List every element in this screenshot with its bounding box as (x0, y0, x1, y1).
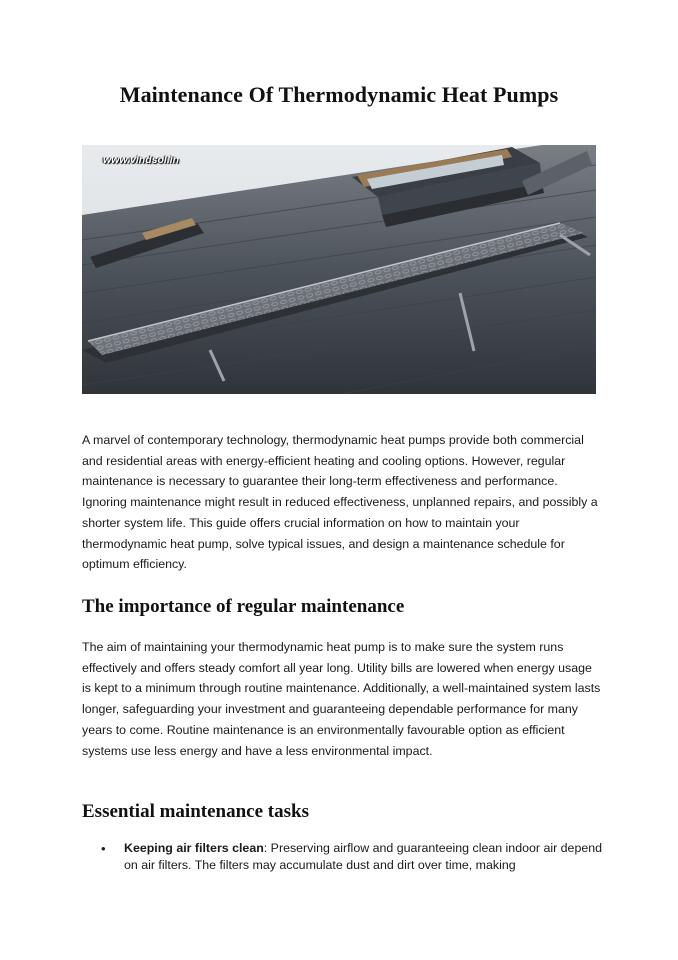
page-title: Maintenance Of Thermodynamic Heat Pumps (119, 82, 559, 107)
list-item-text: : Preserving airflow and guaranteeing clean indoor air depend on air filters. The filters may accumulate dust and dirt over time, making (124, 841, 603, 872)
section-heading-tasks: Essential maintenance tasks (82, 801, 309, 822)
section-heading-importance: The importance of regular maintenance (82, 596, 405, 617)
heat-pump-photo (82, 145, 596, 394)
importance-paragraph: The aim of maintaining your thermodynamic heat pump is to make sure the system runs effectively and offers steady comfort all year long. Utility bills are lowered when energy usage is kept to a minimum through routine maintenance. Additionally, a well-maintained system lasts longer, safeguarding your investment and guaranteeing dependable performance for many years to come. Routine maintenance is an environmentally favourable option as efficient systems use less energy and have a less environmental impact. (82, 640, 601, 758)
bullet-icon: • (101, 841, 106, 856)
intro-paragraph: A marvel of contemporary technology, thermodynamic heat pumps provide both commercial and residential areas with energy-efficient heating and cooling options. However, regular maintenance is necessary to guarantee their long-term effectiveness and performance. Ignoring maintenance might result in reduced effectiveness, unplanned repairs, and possibly a shorter system life. This guide offers crucial information on how to maintain your thermodynamic heat pump, solve typical issues, and design a maintenance schedule for optimum efficiency. (82, 433, 598, 572)
list-item (82, 840, 602, 874)
maintenance-task-list (82, 840, 602, 874)
rooftop-solar-thermal-panel-photo (82, 145, 596, 394)
list-item-label: Keeping air filters clean (124, 841, 264, 855)
photo-watermark: www.vindsol.in (103, 154, 180, 166)
